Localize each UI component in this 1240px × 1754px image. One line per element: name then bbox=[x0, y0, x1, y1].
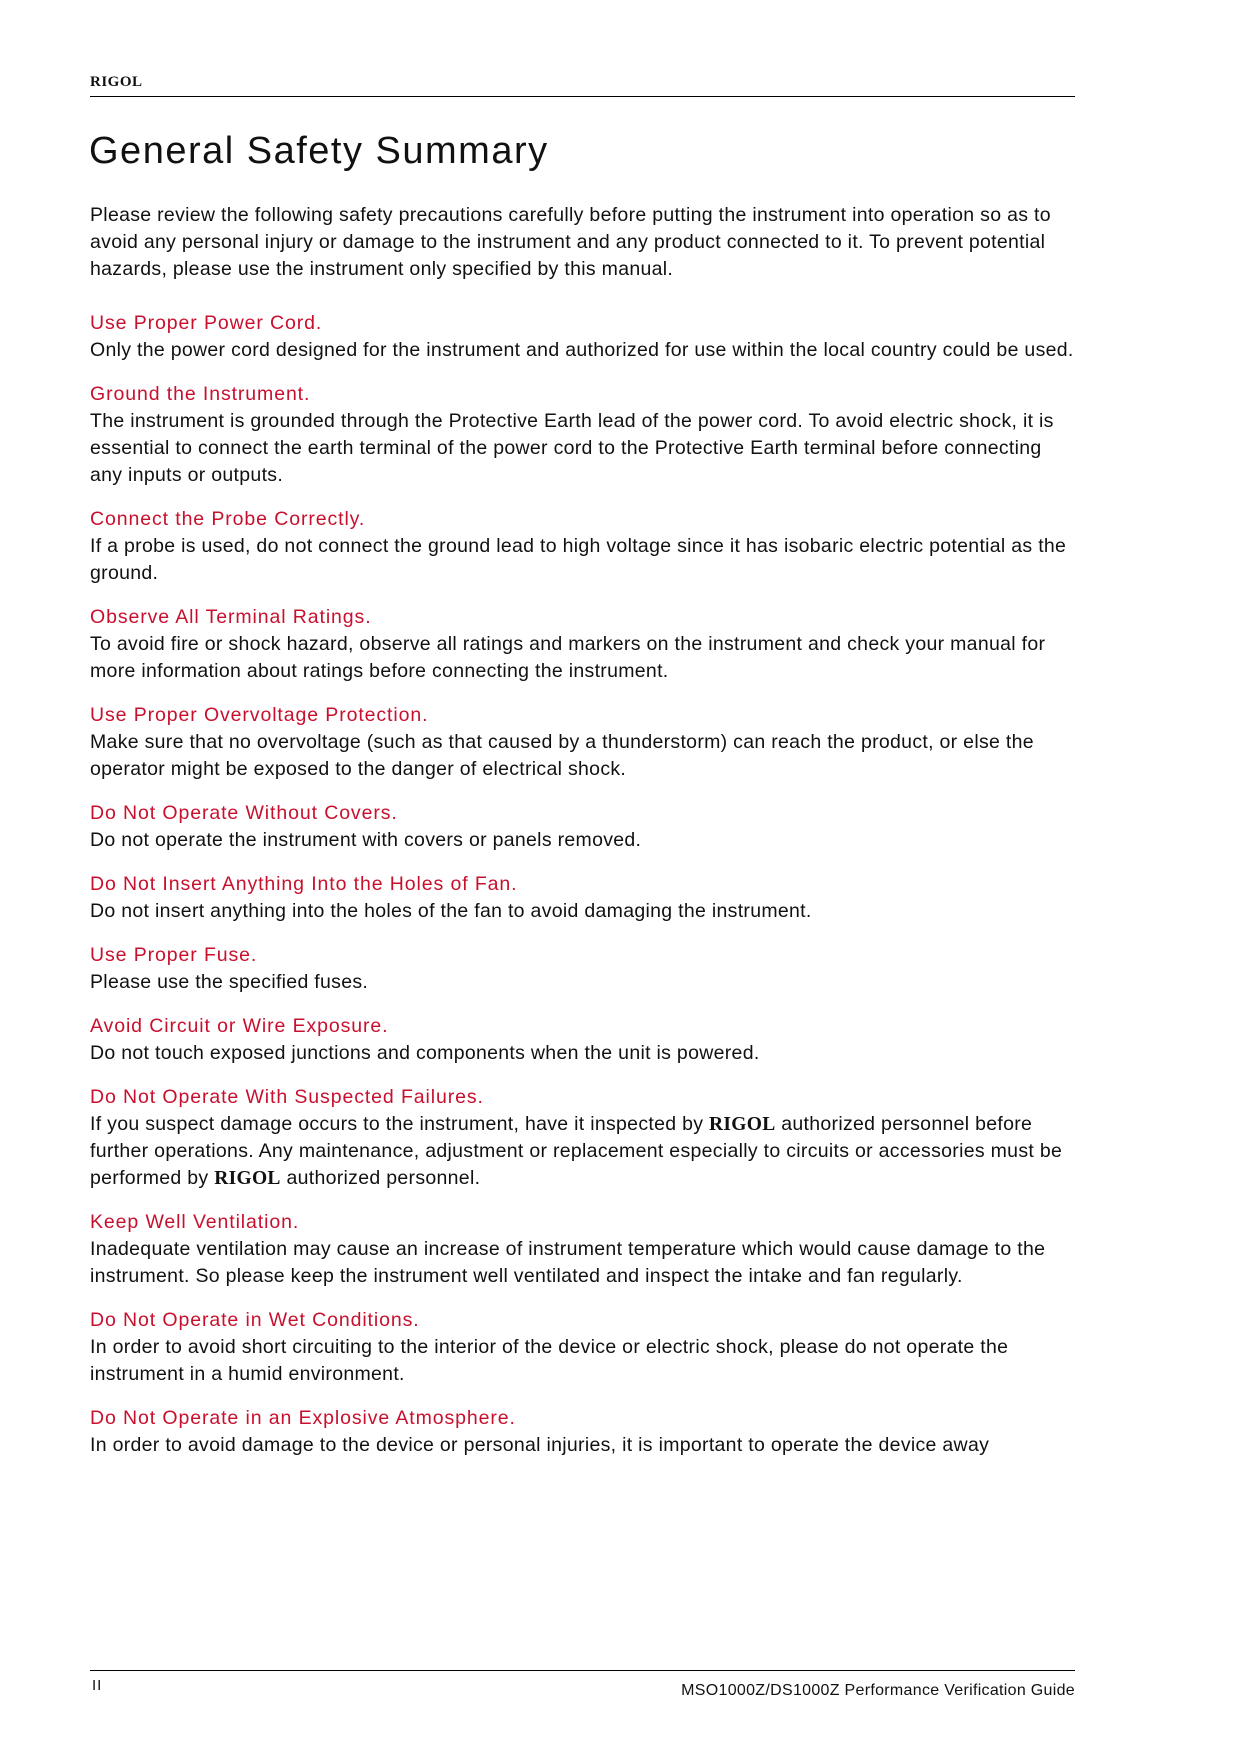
footer-divider bbox=[90, 1670, 1075, 1671]
section-heading: Do Not Operate Without Covers. bbox=[90, 802, 398, 824]
section-body: Do not touch exposed junctions and components when the unit is powered. bbox=[90, 1042, 760, 1064]
section-terminal-ratings bbox=[90, 604, 1075, 685]
header-divider bbox=[90, 96, 1075, 97]
section-body: Do not operate the instrument with covers or panels removed. bbox=[90, 829, 642, 851]
section-heading: Connect the Probe Correctly. bbox=[90, 508, 366, 530]
section-ventilation bbox=[90, 1209, 1075, 1290]
page-number: II bbox=[92, 1677, 103, 1694]
section-body: Please use the specified fuses. bbox=[90, 971, 369, 993]
safety-sections bbox=[90, 310, 1075, 1476]
section-body: In order to avoid short circuiting to the interior of the device or electric shock, please do not operate the instrument in a humid environment. bbox=[90, 1336, 1009, 1385]
body-text: authorized personnel before further operations. Any maintenance, adjustment or replacement especially to circuits or accessories must be performed by bbox=[90, 1113, 1063, 1189]
footer-document-title: MSO1000Z/DS1000Z Performance Verification Guide bbox=[681, 1682, 1075, 1699]
brand-name: RIGOL bbox=[709, 1114, 776, 1135]
section-body: Make sure that no overvoltage (such as that caused by a thunderstorm) can reach the product, or else the operator might be exposed to the danger of electrical shock. bbox=[90, 731, 1034, 780]
section-fan bbox=[90, 871, 1075, 925]
section-body: Only the power cord designed for the instrument and authorized for use within the local country could be used. bbox=[90, 339, 1074, 361]
page-title: General Safety Summary bbox=[89, 130, 549, 172]
section-ground bbox=[90, 381, 1075, 489]
section-heading: Do Not Operate in Wet Conditions. bbox=[90, 1309, 420, 1331]
section-body: If a probe is used, do not connect the ground lead to high voltage since it has isobaric electric potential as the ground. bbox=[90, 535, 1067, 584]
section-heading: Avoid Circuit or Wire Exposure. bbox=[90, 1015, 389, 1037]
section-body: Do not insert anything into the holes of the fan to avoid damaging the instrument. bbox=[90, 900, 812, 922]
section-heading: Do Not Operate in an Explosive Atmosphere. bbox=[90, 1407, 516, 1429]
section-heading: Observe All Terminal Ratings. bbox=[90, 606, 372, 628]
section-explosive-atmosphere bbox=[90, 1405, 1075, 1459]
body-text: If you suspect damage occurs to the instrument, have it inspected by bbox=[90, 1113, 710, 1135]
section-body: Inadequate ventilation may cause an increase of instrument temperature which would cause damage to the instrument. So please keep the instrument well ventilated and inspect the intake and fan regularly. bbox=[90, 1238, 1046, 1287]
brand-name: RIGOL bbox=[214, 1168, 281, 1189]
section-probe bbox=[90, 506, 1075, 587]
section-body: In order to avoid damage to the device or personal injuries, it is important to operate the device away bbox=[90, 1434, 990, 1456]
section-power-cord bbox=[90, 310, 1075, 364]
section-covers bbox=[90, 800, 1075, 854]
section-heading: Use Proper Power Cord. bbox=[90, 312, 323, 334]
section-heading: Use Proper Fuse. bbox=[90, 944, 258, 966]
section-wet-conditions bbox=[90, 1307, 1075, 1388]
intro-paragraph: Please review the following safety precautions carefully before putting the instrument into operation so as to avoid any personal injury or damage to the instrument and any product connected to it. To prevent potential hazards, please use the instrument only specified by this manual. bbox=[90, 204, 1051, 280]
section-fuse bbox=[90, 942, 1075, 996]
section-heading: Use Proper Overvoltage Protection. bbox=[90, 704, 429, 726]
section-body: To avoid fire or shock hazard, observe all ratings and markers on the instrument and check your manual for more information about ratings before connecting the instrument. bbox=[90, 633, 1046, 682]
section-heading: Keep Well Ventilation. bbox=[90, 1211, 300, 1233]
section-wire-exposure bbox=[90, 1013, 1075, 1067]
header-brand: RIGOL bbox=[90, 74, 143, 90]
section-body bbox=[90, 1111, 1075, 1192]
section-heading: Do Not Operate With Suspected Failures. bbox=[90, 1086, 484, 1108]
section-heading: Do Not Insert Anything Into the Holes of Fan. bbox=[90, 873, 518, 895]
body-text: authorized personnel. bbox=[280, 1167, 481, 1189]
section-body: The instrument is grounded through the Protective Earth lead of the power cord. To avoid electric shock, it is essential to connect the earth terminal of the power cord to the Protective Earth terminal before connecting any inputs or outputs. bbox=[90, 410, 1054, 486]
section-suspected-failures bbox=[90, 1084, 1075, 1192]
section-heading: Ground the Instrument. bbox=[90, 383, 311, 405]
section-overvoltage bbox=[90, 702, 1075, 783]
